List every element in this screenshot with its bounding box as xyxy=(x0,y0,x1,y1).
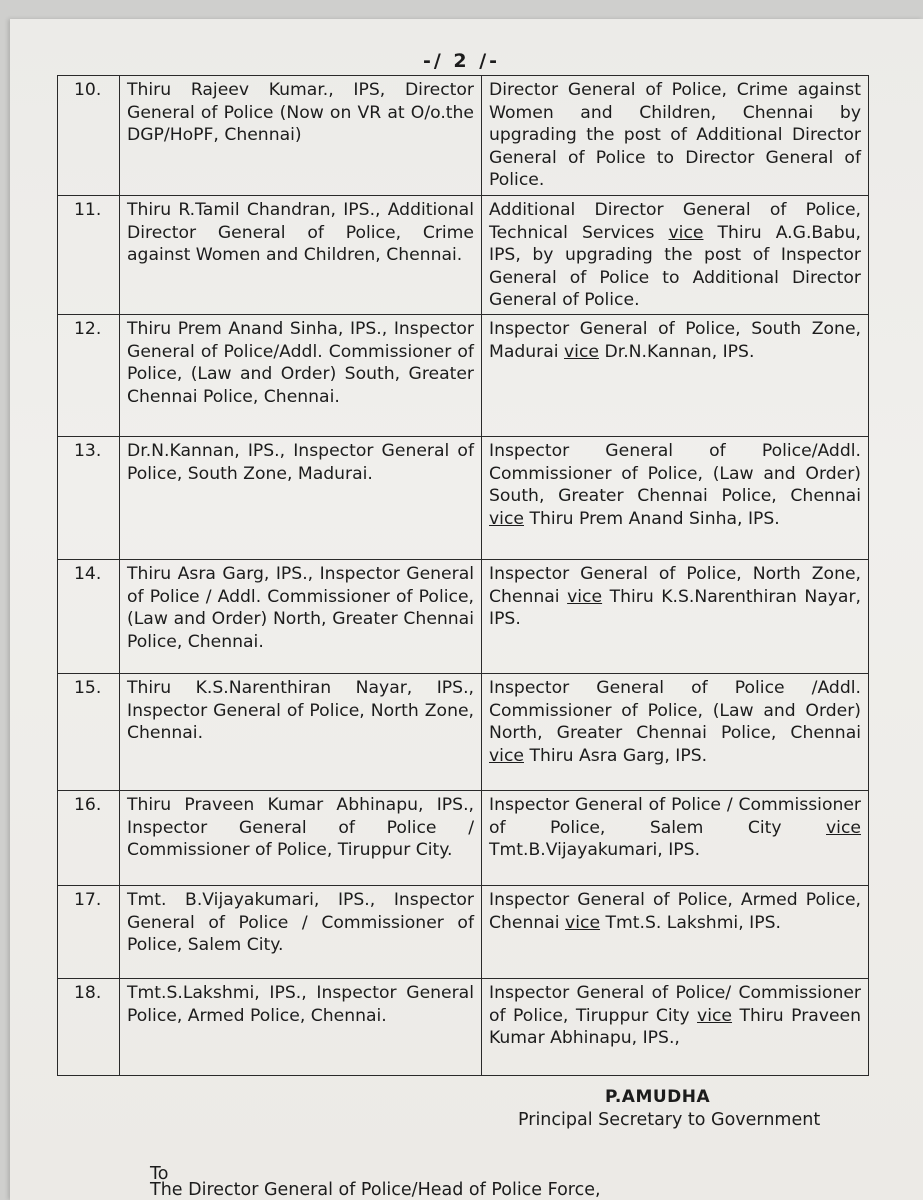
officer-new-posting: Inspector General of Police, North Zone, Chennai vice Thiru K.S.Narenthiran Nayar, IPS. xyxy=(482,559,869,673)
officer-current-post: Thiru Rajeev Kumar., IPS, Director General of Police (Now on VR at O/o.the DGP/HoPF, Chennai) xyxy=(120,76,482,196)
officer-current-post: Thiru K.S.Narenthiran Nayar, IPS., Inspector General of Police, North Zone, Chennai. xyxy=(120,673,482,790)
signatory-name: P.AMUDHA xyxy=(605,1087,711,1107)
table-row xyxy=(58,790,869,885)
serial-number: 18. xyxy=(58,978,120,1075)
officer-new-posting: Director General of Police, Crime against Women and Children, Chennai by upgrading the post of Additional Director General of Police to Director General of Police. xyxy=(482,76,869,196)
officer-new-posting: Inspector General of Police / Commissioner of Police, Salem City vice Tmt.B.Vijayakumari, IPS. xyxy=(482,790,869,885)
vice-word: vice xyxy=(668,222,704,243)
table-row xyxy=(58,559,869,673)
vice-word: vice xyxy=(489,508,524,529)
officer-current-post: Thiru Asra Garg, IPS., Inspector General of Police / Addl. Commissioner of Police, (Law and Order) North, Greater Chennai Police, Chennai. xyxy=(120,559,482,673)
officer-current-post: Thiru Praveen Kumar Abhinapu, IPS., Inspector General of Police / Commissioner of Police, Tiruppur City. xyxy=(120,790,482,885)
officer-new-posting: Inspector General of Police, South Zone, Madurai vice Dr.N.Kannan, IPS. xyxy=(482,314,869,436)
addressee: The Director General of Police/Head of Police Force, xyxy=(150,1180,601,1200)
table-row xyxy=(58,436,869,559)
to-label: To xyxy=(150,1164,169,1184)
officer-current-post: Thiru R.Tamil Chandran, IPS., Additional Director General of Police, Crime against Women and Children, Chennai. xyxy=(120,196,482,315)
vice-word: vice xyxy=(564,341,599,362)
officer-current-post: Tmt. B.Vijayakumari, IPS., Inspector General of Police / Commissioner of Police, Salem City. xyxy=(120,885,482,978)
officer-new-posting: Additional Director General of Police, Technical Services vice Thiru A.G.Babu, IPS, by upgrading the post of Inspector General of Police to Additional Director General of Police. xyxy=(482,196,869,315)
signatory-designation: Principal Secretary to Government xyxy=(518,1110,821,1130)
serial-number: 14. xyxy=(58,559,120,673)
serial-number: 16. xyxy=(58,790,120,885)
vice-word: vice xyxy=(567,586,603,607)
serial-number: 13. xyxy=(58,436,120,559)
table-row xyxy=(58,978,869,1075)
serial-number: 15. xyxy=(58,673,120,790)
vice-word: vice xyxy=(565,912,601,933)
page-number: -/ 2 /- xyxy=(422,50,501,72)
table-row xyxy=(58,196,869,315)
officer-new-posting: Inspector General of Police, Armed Police, Chennai vice Tmt.S. Lakshmi, IPS. xyxy=(482,885,869,978)
serial-number: 11. xyxy=(58,196,120,315)
table-row xyxy=(58,673,869,790)
officer-new-posting: Inspector General of Police/Addl. Commissioner of Police, (Law and Order) South, Greater Chennai Police, Chennai vice Thiru Prem Anand Sinha, IPS. xyxy=(482,436,869,559)
table-row xyxy=(58,314,869,436)
officer-current-post: Tmt.S.Lakshmi, IPS., Inspector General Police, Armed Police, Chennai. xyxy=(120,978,482,1075)
vice-word: vice xyxy=(697,1005,733,1026)
officer-current-post: Thiru Prem Anand Sinha, IPS., Inspector General of Police/Addl. Commissioner of Police, (Law and Order) South, Greater Chennai Police, Chennai. xyxy=(120,314,482,436)
vice-word: vice xyxy=(826,817,861,838)
table-row xyxy=(58,885,869,978)
officer-new-posting: Inspector General of Police/ Commissioner of Police, Tiruppur City vice Thiru Praveen Kumar Abhinapu, IPS., xyxy=(482,978,869,1075)
postings-table xyxy=(57,75,869,1076)
serial-number: 17. xyxy=(58,885,120,978)
officer-new-posting: Inspector General of Police /Addl. Commissioner of Police, (Law and Order) North, Greater Chennai Police, Chennai vice Thiru Asra Garg, IPS. xyxy=(482,673,869,790)
vice-word: vice xyxy=(489,745,524,766)
table-row xyxy=(58,76,869,196)
serial-number: 12. xyxy=(58,314,120,436)
serial-number: 10. xyxy=(58,76,120,196)
officer-current-post: Dr.N.Kannan, IPS., Inspector General of Police, South Zone, Madurai. xyxy=(120,436,482,559)
